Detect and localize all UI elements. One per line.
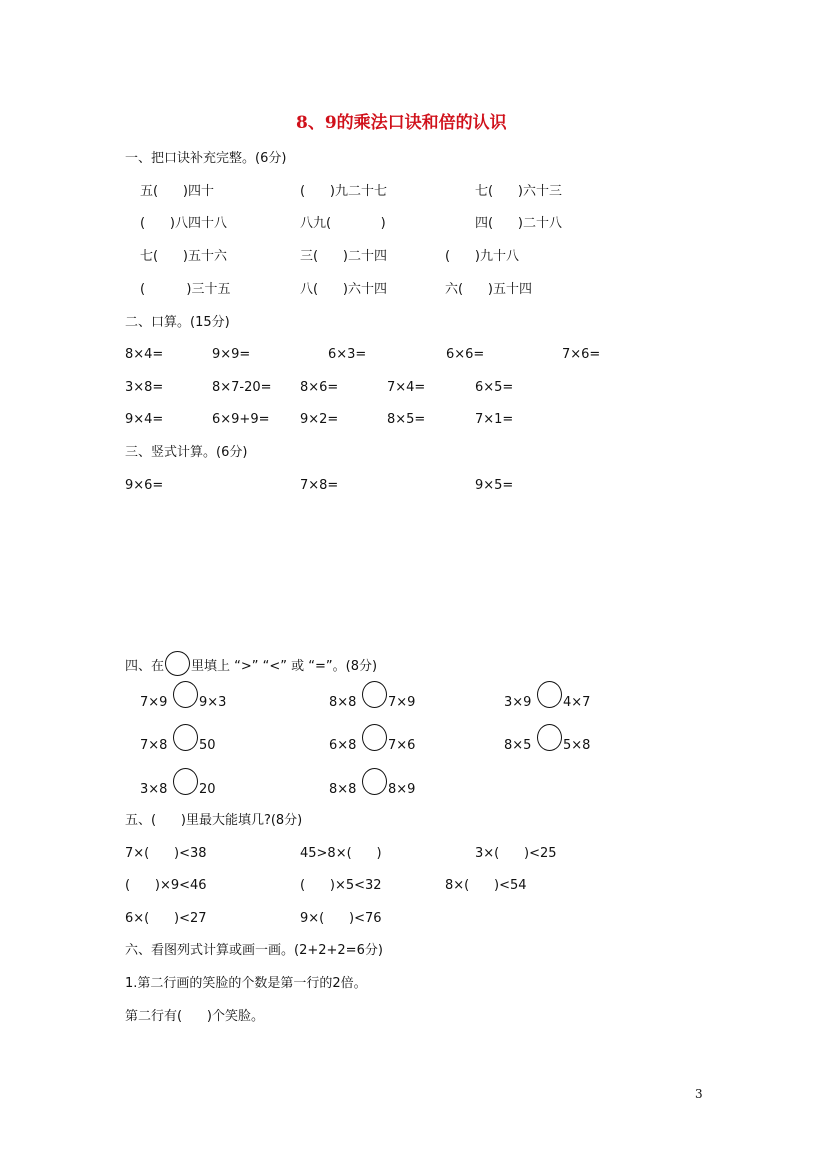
mnemonic-item: 八( )六十四 [300, 282, 387, 297]
compare-circle[interactable] [362, 768, 387, 795]
heading-prefix: 四、在 [125, 659, 165, 674]
calc-item: 7×4= [387, 380, 426, 395]
compare-right: 9×3 [199, 695, 227, 710]
mnemonic-item: 七( )六十三 [475, 184, 562, 199]
compare-circle[interactable] [173, 681, 198, 708]
calc-item: 8×7-20= [212, 380, 272, 395]
compare-left: 8×8 [329, 695, 357, 710]
calc-item: 7×6= [562, 347, 601, 362]
compare-right: 7×9 [388, 695, 416, 710]
fill-max-item: ( )×5<32 [300, 878, 382, 893]
heading-suffix: 里填上 “>” “<” 或 “=”。(8分) [191, 659, 378, 674]
mnemonic-item: 八九( ) [300, 216, 386, 231]
mnemonic-item: 五( )四十 [140, 184, 214, 199]
compare-right: 8×9 [388, 782, 416, 797]
mnemonic-item: ( )九二十七 [300, 184, 387, 199]
calc-item: 7×1= [475, 412, 514, 427]
calc-item: 9×2= [300, 412, 339, 427]
section-3-heading: 三、竖式计算。(6分) [125, 445, 248, 460]
question-1-answer: 第二行有( )个笑脸。 [125, 1009, 264, 1024]
fill-max-item: ( )×9<46 [125, 878, 207, 893]
calc-item: 8×6= [300, 380, 339, 395]
calc-item: 6×6= [446, 347, 485, 362]
answer-circle-icon [165, 651, 190, 676]
calc-item: 6×5= [475, 380, 514, 395]
compare-circle[interactable] [173, 724, 198, 751]
compare-left: 8×5 [504, 738, 532, 753]
calc-item: 8×4= [125, 347, 164, 362]
compare-left: 3×8 [140, 782, 168, 797]
mnemonic-item: ( )八四十八 [140, 216, 227, 231]
mnemonic-item: ( )三十五 [140, 282, 231, 297]
compare-circle[interactable] [362, 724, 387, 751]
vertical-calc-item: 9×6= [125, 478, 164, 493]
section-2-heading: 二、口算。(15分) [125, 315, 230, 330]
fill-max-item: 7×( )<38 [125, 846, 207, 861]
fill-max-item: 3×( )<25 [475, 846, 557, 861]
fill-max-item: 6×( )<27 [125, 911, 207, 926]
compare-left: 8×8 [329, 782, 357, 797]
mnemonic-item: 七( )五十六 [140, 249, 227, 264]
compare-left: 6×8 [329, 738, 357, 753]
mnemonic-item: 三( )二十四 [300, 249, 387, 264]
mnemonic-item: 六( )五十四 [445, 282, 532, 297]
calc-item: 6×9+9= [212, 412, 270, 427]
calc-item: 9×4= [125, 412, 164, 427]
mnemonic-item: 四( )二十八 [475, 216, 562, 231]
vertical-calc-item: 7×8= [300, 478, 339, 493]
compare-circle[interactable] [173, 768, 198, 795]
calc-item: 6×3= [328, 347, 367, 362]
fill-max-item: 8×( )<54 [445, 878, 527, 893]
question-1: 1.第二行画的笑脸的个数是第一行的2倍。 [125, 976, 367, 991]
fill-max-item: 45>8×( ) [300, 846, 382, 861]
page-number: 3 [695, 1087, 703, 1101]
compare-right: 50 [199, 738, 216, 753]
compare-left: 7×8 [140, 738, 168, 753]
compare-left: 7×9 [140, 695, 168, 710]
section-5-heading: 五、( )里最大能填几?(8分) [125, 813, 303, 828]
section-6-heading: 六、看图列式计算或画一画。(2+2+2=6分) [125, 943, 383, 958]
vertical-calc-item: 9×5= [475, 478, 514, 493]
compare-right: 20 [199, 782, 216, 797]
compare-right: 7×6 [388, 738, 416, 753]
compare-right: 4×7 [563, 695, 591, 710]
page-title: 8、9的乘法口诀和倍的认识 [296, 113, 507, 133]
compare-circle[interactable] [537, 724, 562, 751]
section-1-heading: 一、把口诀补充完整。(6分) [125, 151, 287, 166]
mnemonic-item: ( )九十八 [445, 249, 519, 264]
calc-item: 3×8= [125, 380, 164, 395]
compare-right: 5×8 [563, 738, 591, 753]
compare-circle[interactable] [362, 681, 387, 708]
section-4-heading [125, 651, 377, 676]
calc-item: 8×5= [387, 412, 426, 427]
calc-item: 9×9= [212, 347, 251, 362]
compare-left: 3×9 [504, 695, 532, 710]
compare-circle[interactable] [537, 681, 562, 708]
fill-max-item: 9×( )<76 [300, 911, 382, 926]
